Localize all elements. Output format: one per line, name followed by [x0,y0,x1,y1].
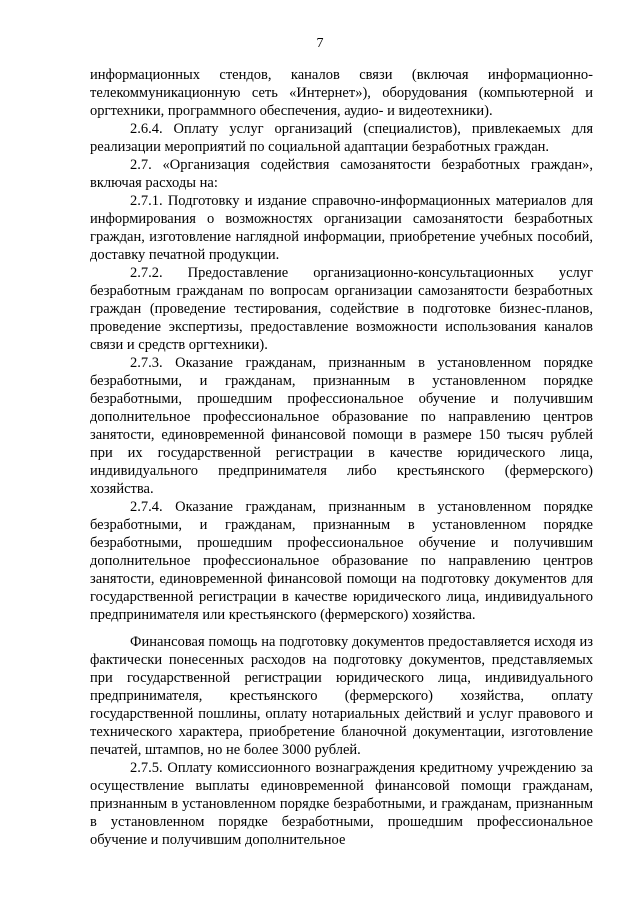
paragraph-2-7-1: 2.7.1. Подготовку и издание справочно-информационных материалов для информирования о возможностях организации самозанятости безработных граждан, изготовление наглядной информации, приобретение учебных пособий, доставку печатной продукции. [90,193,593,263]
paragraph-2-7-4: 2.7.4. Оказание гражданам, признанным в установленном порядке безработными, и гражданам, признанным в установленном порядке безработными, прошедшим профессиональное обучение и получившим дополнительное профессиональное образование по направлению центров занятости, единовременной финансовой помощи на подготовку документов для государственной регистрации в качестве юридического лица, индивидуального предпринимателя или крестьянского (фермерского) хозяйства. [90,499,593,623]
paragraph-2-6-4: 2.6.4. Оплату услуг организаций (специалистов), привлекаемых для реализации мероприятий по социальной адаптации безработных граждан. [90,121,593,155]
paragraph-2-7-2: 2.7.2. Предоставление организационно-консультационных услуг безработным гражданам по вопросам организации самозанятости безработных граждан (проведение тестирования, содействие в подготовке бизнес-планов, проведение экспертизы, предоставление возможности использования каналов связи и средств оргтехники). [90,265,593,353]
document-body [90,66,593,849]
paragraph-2-7-5: 2.7.5. Оплату комиссионного вознаграждения кредитному учреждению за осуществление выплаты единовременной финансовой помощи гражданам, признанным в установленном порядке безработными, и гражданам, признанным в установленном порядке безработными, прошедшим профессиональное обучение и получившим дополнительное [90,760,593,848]
paragraph-2-7: 2.7. «Организация содействия самозанятости безработных граждан», включая расходы на: [90,157,593,191]
paragraph-continuation: информационных стендов, каналов связи (включая информационно-телекоммуникационную сеть «Интернет»), оборудования (компьютерной и оргтехники, программного обеспечения, аудио- и видеотехники). [90,67,593,119]
paragraph-2-7-3: 2.7.3. Оказание гражданам, признанным в установленном порядке безработными, и гражданам, признанным в установленном порядке безработными, прошедшим профессиональное обучение и получившим дополнительное профессиональное образование по направлению центров занятости, единовременной финансовой помощи в размере 150 тысяч рублей при их государственной регистрации в качестве юридического лица, индивидуального предпринимателя либо крестьянского (фермерского) хозяйства. [90,355,593,497]
page-number: 7 [316,36,324,51]
paragraph-financial-aid: Финансовая помощь на подготовку документов предоставляется исходя из фактически понесенных расходов на подготовку документов, представляемых при государственной регистрации юридического лица, индивидуального предпринимателя, крестьянского (фермерского) хозяйства, оплату государственной пошлины, оплату нотариальных действий и услуг правового и технического характера, приобретение бланочной документации, изготовление печатей, штампов, но не более 3000 рублей. [90,634,593,758]
